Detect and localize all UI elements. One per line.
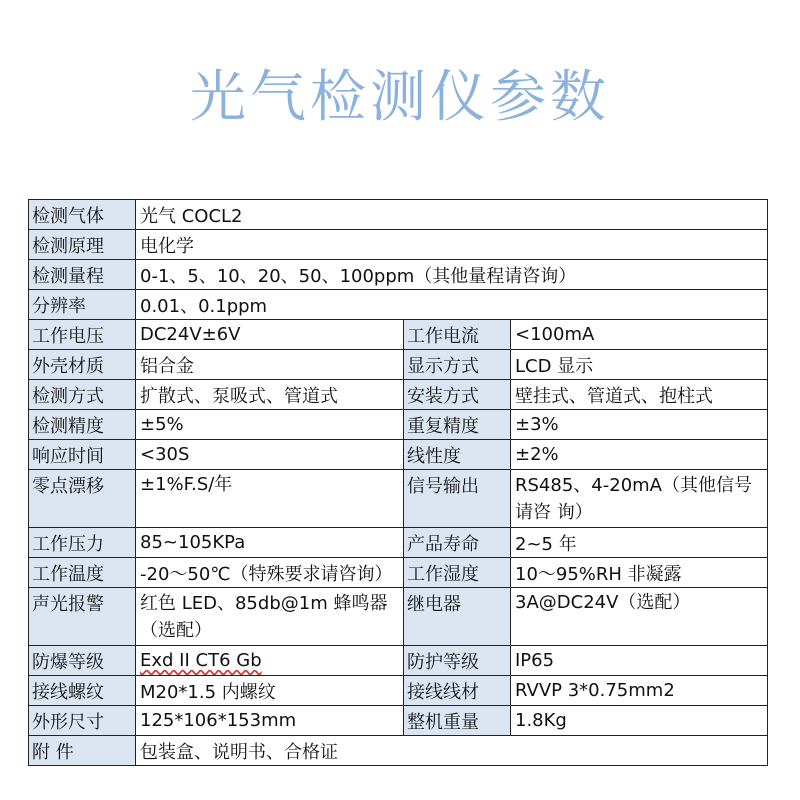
spec-value: RVVP 3*0.75mm2: [511, 676, 768, 706]
spec-value: 光气 COCL2: [136, 200, 768, 230]
spec-value: ±1%F.S/年: [136, 470, 404, 528]
spec-value: 10～95%RH 非凝露: [511, 558, 768, 588]
spec-value: 0.01、0.1ppm: [136, 290, 768, 320]
spec-label: 工作电流: [404, 320, 511, 350]
spec-value: 0-1、5、10、20、50、100ppm（其他量程请咨询）: [136, 260, 768, 290]
table-row: [29, 260, 768, 290]
spec-label: 检测方式: [29, 380, 136, 410]
spec-label: 防爆等级: [29, 646, 136, 676]
table-row: [29, 706, 768, 736]
table-row: [29, 528, 768, 558]
spec-table: [28, 199, 768, 766]
table-row: [29, 588, 768, 646]
spec-label: 重复精度: [404, 410, 511, 440]
spec-value: 电化学: [136, 230, 768, 260]
page-title: 光气检测仪参数: [190, 65, 610, 130]
table-row: [29, 440, 768, 470]
table-row: [29, 410, 768, 440]
spec-table-body: [29, 200, 768, 766]
spec-value: 2~5 年: [511, 528, 768, 558]
table-row: [29, 736, 768, 766]
spec-value: <100mA: [511, 320, 768, 350]
spec-value: 红色 LED、85db@1m 蜂鸣器（选配）: [136, 588, 404, 646]
spec-value: 125*106*153mm: [136, 706, 404, 736]
spec-value: IP65: [511, 646, 768, 676]
spec-label: 防护等级: [404, 646, 511, 676]
spec-label: 接线螺纹: [29, 676, 136, 706]
spec-label: 声光报警: [29, 588, 136, 646]
table-row: [29, 230, 768, 260]
spec-value: LCD 显示: [511, 350, 768, 380]
spec-label: 检测原理: [29, 230, 136, 260]
table-row: [29, 646, 768, 676]
spec-label: 工作温度: [29, 558, 136, 588]
spec-label: 响应时间: [29, 440, 136, 470]
spec-value: M20*1.5 内螺纹: [136, 676, 404, 706]
spec-value: 扩散式、泵吸式、管道式: [136, 380, 404, 410]
spec-label: 显示方式: [404, 350, 511, 380]
spec-label: 分辨率: [29, 290, 136, 320]
spec-label: 检测精度: [29, 410, 136, 440]
table-row: [29, 380, 768, 410]
spec-label: 继电器: [404, 588, 511, 646]
spec-label: 线性度: [404, 440, 511, 470]
spec-value: RS485、4-20mA（其他信号请咨 询）: [511, 470, 768, 528]
table-row: [29, 558, 768, 588]
spec-label: 外壳材质: [29, 350, 136, 380]
spec-value: 包装盒、说明书、合格证: [136, 736, 768, 766]
spec-label: 检测气体: [29, 200, 136, 230]
spec-label: 信号输出: [404, 470, 511, 528]
spec-value: 壁挂式、管道式、抱柱式: [511, 380, 768, 410]
spec-label: 外形尺寸: [29, 706, 136, 736]
spec-value: ±5%: [136, 410, 404, 440]
spec-label: 附 件: [29, 736, 136, 766]
spec-label: 零点漂移: [29, 470, 136, 528]
spec-label: 工作压力: [29, 528, 136, 558]
spec-value: 85~105KPa: [136, 528, 404, 558]
spec-value: Exd II CT6 Gb: [136, 646, 404, 676]
spec-label: 整机重量: [404, 706, 511, 736]
spec-value: 铝合金: [136, 350, 404, 380]
spec-value: -20～50℃（特殊要求请咨询）: [136, 558, 404, 588]
table-row: [29, 470, 768, 528]
table-row: [29, 676, 768, 706]
spec-value: ±2%: [511, 440, 768, 470]
spec-label: 工作湿度: [404, 558, 511, 588]
spec-label: 检测量程: [29, 260, 136, 290]
spec-label: 接线线材: [404, 676, 511, 706]
spec-label: 安装方式: [404, 380, 511, 410]
spec-label: 产品寿命: [404, 528, 511, 558]
table-row: [29, 200, 768, 230]
spec-value: 1.8Kg: [511, 706, 768, 736]
spec-value: <30S: [136, 440, 404, 470]
table-row: [29, 350, 768, 380]
spec-value: 3A@DC24V（选配）: [511, 588, 768, 646]
table-row: [29, 290, 768, 320]
table-row: [29, 320, 768, 350]
spec-label: 工作电压: [29, 320, 136, 350]
spec-value: DC24V±6V: [136, 320, 404, 350]
spec-value: ±3%: [511, 410, 768, 440]
